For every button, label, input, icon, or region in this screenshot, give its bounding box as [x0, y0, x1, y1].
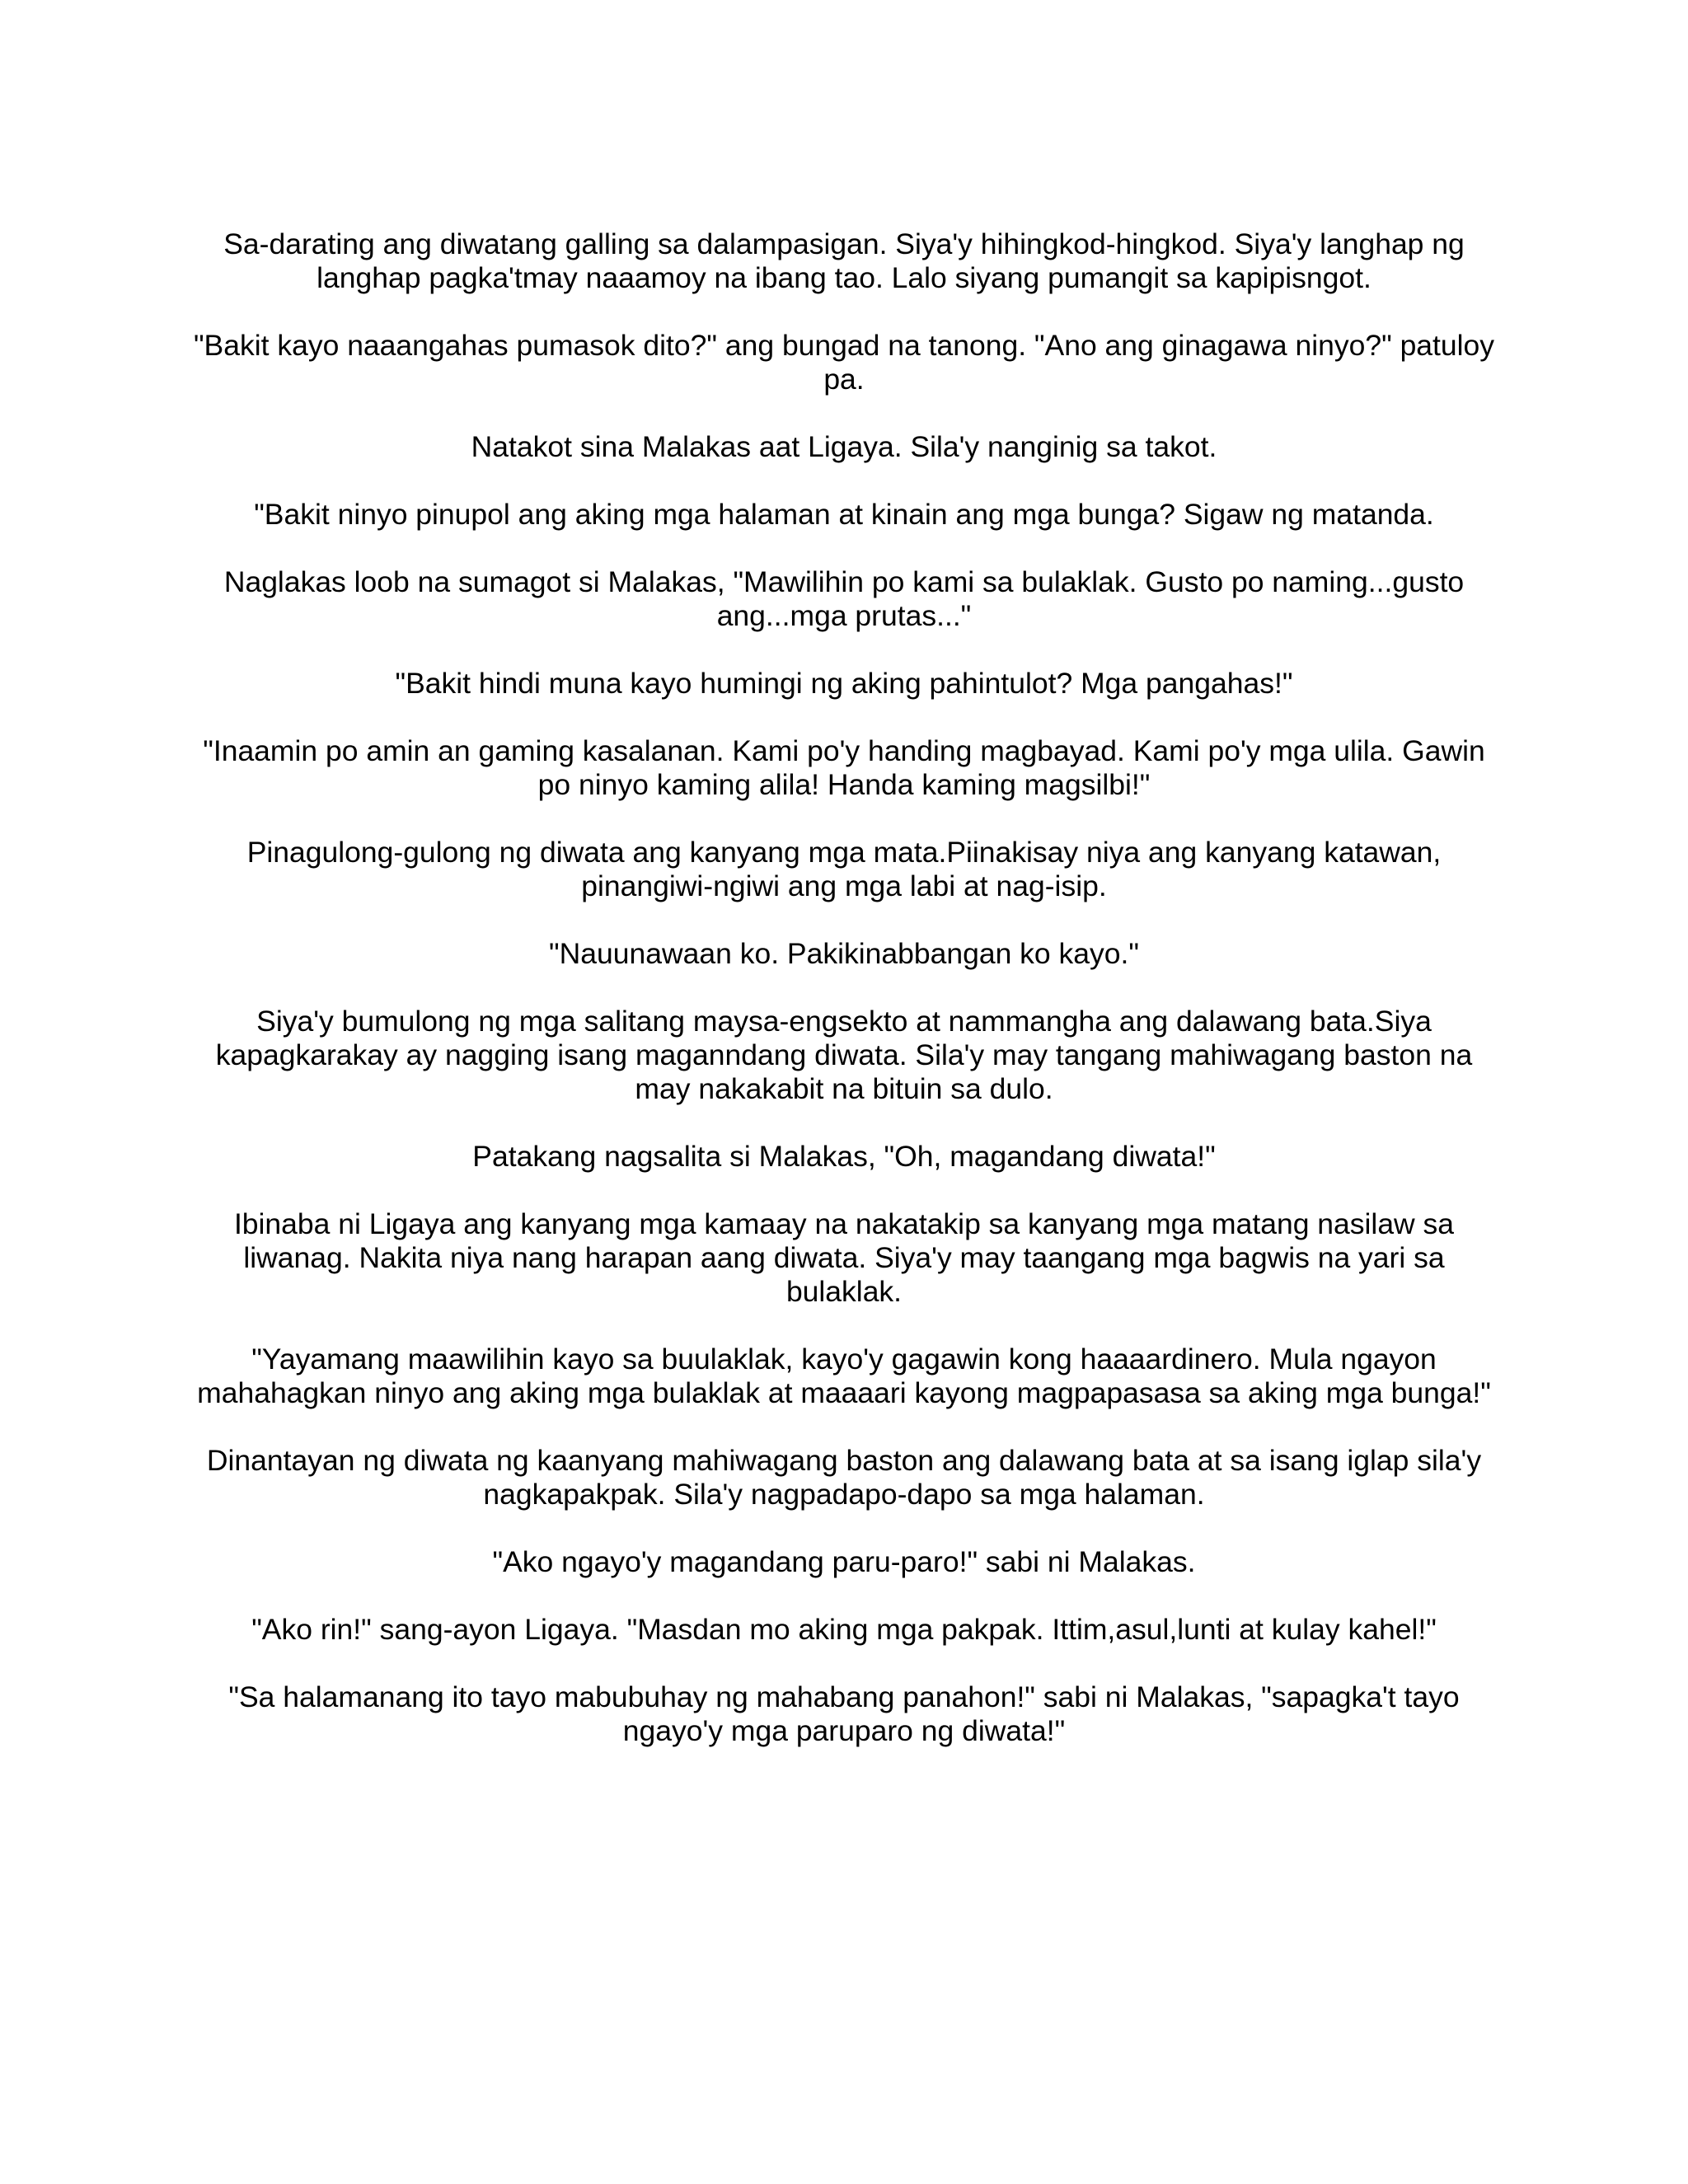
paragraph-12: Ibinaba ni Ligaya ang kanyang mga kamaay na nakatakip sa kanyang mga matang nasilaw sa liwanag. Nakita niya nang harapan aang diwata. Siya'y may taangang mga bagwis na yari sa bulaklak.: [233, 1207, 1455, 1308]
paragraph-3: Natakot sina Malakas aat Ligaya. Sila'y nanginig sa takot.: [471, 430, 1217, 463]
paragraph-14: Dinantayan ng diwata ng kaanyang mahiwagang baston ang dalawang bata at sa isang iglap sila'y nagkapakpak. Sila'y nagpadapo-dapo sa mga halaman.: [206, 1444, 1482, 1511]
paragraph-1: Sa-darating ang diwatang galling sa dalampasigan. Siya'y hihingkod-hingkod. Siya'y langhap ng langhap pagka'tmay naaamoy na ibang tao. Lalo siyang pumangit sa kapipisngot.: [223, 227, 1465, 294]
paragraph-6: "Bakit hindi muna kayo humingi ng aking pahintulot? Mga pangahas!": [395, 667, 1293, 700]
paragraph-13: "Yayamang maawilihin kayo sa buulaklak, kayo'y gagawin kong haaaardinero. Mula ngayon mahahagkan ninyo ang aking mga bulaklak at maaaari kayong magpapasasa sa aking mga bunga!": [197, 1343, 1491, 1409]
paragraph-11: Patakang nagsalita si Malakas, "Oh, magandang diwata!": [472, 1140, 1216, 1173]
paragraph-17: "Sa halamanang ito tayo mabubuhay ng mahabang panahon!" sabi ni Malakas, "sapagka't tayo ngayo'y mga paruparo ng diwata!": [228, 1680, 1460, 1747]
paragraph-2: "Bakit kayo naaangahas pumasok dito?" ang bungad na tanong. "Ano ang ginagawa ninyo?" patuloy pa.: [193, 329, 1495, 396]
paragraph-4: "Bakit ninyo pinupol ang aking mga halaman at kinain ang mga bunga? Sigaw ng matanda.: [254, 498, 1434, 531]
paragraph-15: "Ako ngayo'y magandang paru-paro!" sabi ni Malakas.: [492, 1545, 1196, 1578]
paragraph-5: Naglakas loob na sumagot si Malakas, "Mawilihin po kami sa bulaklak. Gusto po naming...gusto ang...mga prutas...": [223, 565, 1465, 632]
paragraph-7: "Inaamin po amin an gaming kasalanan. Kami po'y handing magbayad. Kami po'y mga ulila. Gawin po ninyo kaming alila! Handa kaming magsilbi!": [203, 734, 1485, 801]
story-text: [191, 227, 1497, 1748]
paragraph-9: "Nauunawaan ko. Pakikinabbangan ko kayo.": [549, 937, 1139, 970]
paragraph-8: Pinagulong-gulong ng diwata ang kanyang mga mata.Piinakisay niya ang kanyang katawan, pinangiwi-ngiwi ang mga labi at nag-isip.: [246, 836, 1442, 902]
paragraph-16: "Ako rin!" sang-ayon Ligaya. "Masdan mo aking mga pakpak. Ittim,asul,lunti at kulay kahel!": [251, 1613, 1437, 1646]
paragraph-10: Siya'y bumulong ng mga salitang maysa-engsekto at nammangha ang dalawang bata.Siya kapagkarakay ay nagging isang maganndang diwata. Sila'y may tangang mahiwagang baston na may nakakabit na bituin sa dulo.: [215, 1005, 1473, 1105]
